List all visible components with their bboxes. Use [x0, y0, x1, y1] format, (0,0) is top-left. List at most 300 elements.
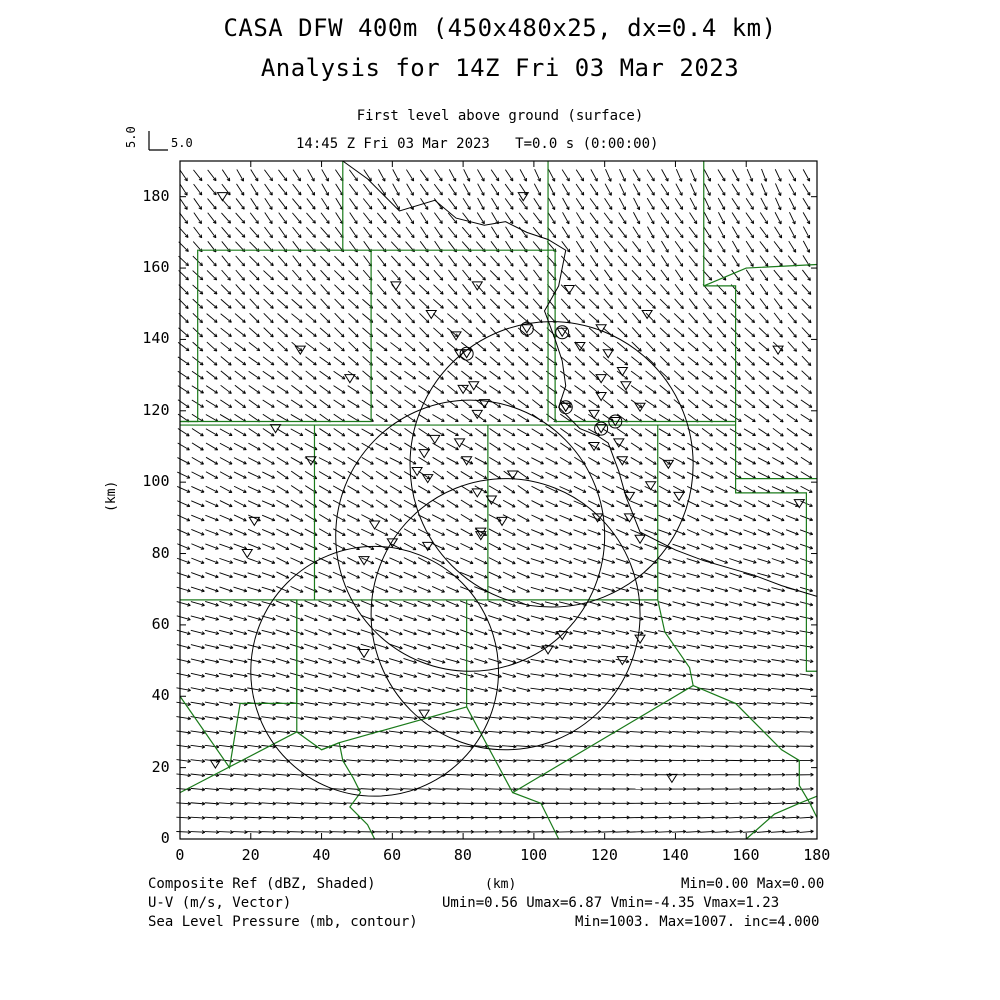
wind-vector	[304, 788, 318, 791]
wind-vector	[658, 645, 672, 648]
wind-vector	[276, 802, 290, 805]
wind-vector	[219, 702, 233, 706]
wind-vector	[220, 400, 231, 408]
wind-vector	[277, 457, 288, 464]
wind-vector	[389, 687, 403, 691]
wind-vector	[377, 357, 387, 365]
wind-vector	[729, 559, 742, 564]
wind-vector	[589, 314, 599, 323]
wind-vector	[361, 702, 375, 705]
wind-vector	[517, 544, 530, 550]
wind-vector	[700, 716, 714, 719]
wind-vector	[587, 674, 601, 677]
wind-vector	[645, 400, 656, 407]
wind-vector	[676, 184, 682, 196]
wind-vector	[432, 429, 444, 436]
wind-vector	[675, 198, 682, 209]
wind-vector	[377, 213, 386, 223]
wind-vector	[220, 587, 233, 592]
wind-vector	[545, 702, 559, 705]
wind-vector	[222, 184, 230, 195]
wind-vector	[405, 256, 414, 266]
wind-vector	[205, 587, 218, 592]
wind-vector	[375, 830, 389, 833]
wind-vector	[222, 227, 231, 237]
wind-vector	[630, 631, 643, 635]
wind-vector	[629, 816, 643, 819]
wind-vector	[544, 802, 558, 805]
wind-vector	[718, 170, 725, 182]
wind-vector	[800, 674, 813, 677]
wind-vector	[276, 687, 289, 692]
wind-vector	[177, 659, 191, 663]
wind-vector	[318, 759, 332, 762]
plot-frame	[180, 161, 817, 839]
wind-vector	[419, 285, 429, 294]
wind-vector	[463, 284, 471, 294]
wind-vector	[644, 745, 658, 748]
wind-vector	[715, 688, 728, 691]
wind-vector	[545, 773, 559, 776]
wind-vector	[334, 270, 344, 279]
wind-vector	[601, 759, 615, 762]
wind-vector	[461, 500, 472, 507]
wind-vector	[573, 816, 587, 819]
wind-vector	[759, 399, 769, 407]
wind-vector	[348, 386, 359, 394]
wind-vector	[304, 717, 318, 720]
wind-vector	[490, 357, 500, 366]
wind-vector	[616, 645, 629, 649]
wind-vector	[771, 759, 785, 762]
wind-vector	[771, 773, 785, 776]
wind-vector	[333, 515, 345, 522]
wind-vector	[290, 774, 304, 777]
wind-vector	[632, 256, 641, 266]
wind-vector	[544, 816, 558, 819]
wind-vector	[432, 659, 446, 664]
wind-vector	[335, 328, 344, 337]
wind-vector	[799, 816, 813, 819]
wind-vector	[644, 731, 658, 734]
station-marker	[249, 517, 259, 525]
wind-vector	[206, 371, 217, 379]
wind-vector	[346, 816, 360, 819]
wind-vector	[305, 601, 318, 607]
wind-vector	[618, 299, 626, 309]
wind-vector	[590, 213, 598, 224]
wind-vector	[191, 831, 205, 834]
wind-vector	[389, 673, 403, 677]
wind-vector	[403, 717, 417, 720]
wind-vector	[347, 615, 360, 620]
wind-vector	[291, 385, 302, 393]
wind-vector	[760, 241, 768, 252]
wind-vector	[587, 802, 601, 805]
wind-vector	[633, 212, 639, 224]
wind-vector	[390, 471, 402, 478]
wind-vector	[760, 213, 767, 224]
wind-vector	[377, 299, 387, 308]
wind-vector	[248, 616, 261, 620]
wind-vector	[432, 529, 445, 535]
wind-vector	[347, 658, 360, 663]
wind-vector	[674, 385, 684, 394]
wind-vector	[292, 270, 301, 280]
wind-vector	[587, 731, 601, 734]
wind-vector	[291, 515, 303, 522]
wind-vector	[530, 816, 544, 819]
wind-vector	[771, 816, 785, 819]
wind-vector	[688, 342, 698, 351]
station-marker	[543, 646, 553, 654]
station-marker	[387, 539, 397, 547]
wind-vector	[559, 717, 573, 720]
wind-vector	[530, 688, 544, 691]
wind-vector	[347, 673, 360, 678]
wind-vector	[518, 385, 528, 393]
wind-vector	[219, 774, 233, 777]
wind-vector	[433, 443, 445, 450]
wind-vector	[191, 630, 205, 634]
wind-vector	[377, 227, 386, 237]
wind-vector	[377, 385, 387, 393]
wind-vector	[644, 587, 657, 592]
wind-vector	[573, 645, 587, 649]
wind-vector	[701, 529, 713, 535]
wind-vector	[446, 630, 459, 635]
wind-vector	[447, 471, 458, 479]
wind-vector	[604, 284, 612, 294]
wind-vector	[714, 745, 728, 748]
wind-vector	[672, 787, 686, 790]
wind-vector	[475, 458, 487, 464]
wind-vector	[660, 299, 670, 308]
wind-vector	[318, 830, 332, 833]
station-marker	[345, 375, 355, 383]
wind-vector	[322, 184, 329, 196]
wind-vector	[476, 270, 485, 280]
wind-vector	[249, 385, 260, 393]
wind-vector	[392, 213, 400, 224]
wind-vector	[363, 184, 371, 195]
wind-vector	[446, 615, 459, 620]
wind-vector	[290, 816, 304, 819]
wind-vector	[631, 443, 642, 450]
wind-vector	[503, 429, 515, 436]
wind-vector	[276, 644, 290, 649]
wind-vector	[573, 631, 587, 635]
wind-vector	[661, 227, 668, 238]
wind-vector	[177, 544, 190, 550]
wind-vector	[433, 457, 444, 464]
wind-vector	[630, 587, 643, 591]
wind-vector	[476, 313, 485, 323]
wind-vector	[658, 602, 671, 606]
wind-vector	[602, 501, 614, 507]
wind-vector	[715, 674, 728, 677]
wind-vector	[659, 429, 671, 436]
wind-vector	[771, 688, 785, 691]
wind-vector	[261, 731, 275, 734]
wind-vector	[732, 255, 739, 266]
wind-vector	[518, 471, 529, 479]
wind-vector	[531, 544, 544, 549]
wind-vector	[559, 645, 572, 649]
wind-vector	[788, 270, 797, 280]
wind-vector	[588, 544, 601, 549]
wind-vector	[574, 573, 587, 578]
wind-vector	[531, 659, 545, 662]
wind-vector	[576, 184, 584, 195]
wind-vector	[616, 529, 628, 535]
wind-vector	[729, 587, 742, 592]
wind-vector	[333, 471, 345, 478]
wind-vector	[545, 501, 557, 507]
wind-vector	[446, 443, 458, 449]
wind-vector	[716, 443, 727, 450]
wind-vector	[743, 660, 757, 663]
wind-vector	[658, 559, 671, 564]
wind-vector	[391, 313, 400, 322]
wind-vector	[772, 501, 784, 507]
wind-vector	[589, 299, 599, 308]
wind-vector	[545, 717, 559, 720]
wind-vector	[502, 717, 516, 720]
wind-vector	[545, 602, 558, 606]
wind-vector	[615, 731, 629, 734]
wind-vector	[646, 371, 656, 379]
wind-vector	[644, 602, 657, 606]
wind-vector	[363, 213, 371, 224]
wind-vector	[305, 543, 318, 549]
wind-vector	[518, 485, 529, 493]
wind-vector	[350, 213, 357, 224]
wind-vector	[545, 587, 558, 591]
wind-vector	[233, 802, 247, 805]
wind-vector	[715, 616, 728, 620]
wind-vector	[644, 816, 658, 819]
wind-vector	[489, 572, 501, 578]
wind-vector	[262, 501, 275, 507]
wind-vector	[219, 816, 233, 819]
wind-vector	[745, 356, 755, 365]
wind-vector	[234, 486, 246, 492]
wind-vector	[574, 544, 587, 549]
wind-vector	[250, 213, 258, 224]
footer-field3-stats: Min=1003. Max=1007. inc=4.000	[575, 914, 820, 930]
wind-vector	[644, 530, 657, 535]
wind-vector	[305, 443, 317, 449]
wind-vector	[517, 558, 530, 564]
wind-vector	[219, 673, 233, 677]
wind-vector	[475, 500, 487, 507]
wind-vector	[502, 731, 516, 734]
wind-vector	[717, 356, 727, 365]
wind-vector	[180, 170, 188, 181]
wind-vector	[785, 787, 799, 790]
wind-vector	[361, 515, 373, 521]
wind-vector	[631, 457, 642, 464]
wind-vector	[559, 616, 573, 620]
wind-vector	[489, 558, 501, 564]
wind-vector	[433, 328, 443, 337]
wind-vector	[348, 285, 358, 294]
wind-vector	[347, 644, 360, 649]
wind-vector	[306, 299, 316, 308]
wind-vector	[506, 227, 513, 238]
wind-vector	[321, 299, 330, 309]
wind-vector	[573, 674, 586, 677]
wind-vector	[604, 213, 612, 224]
wind-vector	[745, 313, 755, 322]
wind-vector	[602, 472, 614, 478]
wind-vector	[658, 788, 672, 791]
wind-vector	[304, 659, 318, 664]
wind-vector	[347, 486, 359, 493]
wind-vector	[588, 559, 601, 564]
wind-vector	[686, 674, 700, 677]
wind-vector	[320, 313, 329, 322]
wind-vector	[304, 702, 318, 705]
wind-vector	[732, 227, 739, 238]
wind-vector	[504, 342, 513, 351]
county-boundary	[180, 600, 297, 768]
wind-vector	[576, 212, 583, 223]
wind-vector	[757, 773, 771, 776]
wind-vector	[631, 414, 642, 422]
y-tick-label: 180	[142, 186, 170, 205]
wind-vector	[587, 616, 600, 620]
wind-vector	[605, 198, 612, 209]
wind-vector	[660, 385, 670, 393]
wind-vector	[632, 313, 640, 323]
wind-vector	[789, 241, 796, 252]
wind-vector	[276, 717, 290, 720]
wind-vector	[518, 342, 528, 351]
wind-vector	[205, 616, 219, 620]
wind-vector	[433, 486, 444, 493]
wind-vector	[574, 530, 587, 535]
wind-vector	[261, 802, 275, 805]
wind-vector	[420, 170, 428, 181]
wind-vector	[191, 774, 205, 777]
wind-vector	[319, 543, 331, 549]
wind-vector	[405, 270, 415, 280]
wind-vector	[789, 184, 795, 196]
wind-vector	[616, 501, 628, 507]
wind-vector	[758, 515, 770, 521]
wind-vector	[717, 299, 726, 309]
wind-vector	[729, 631, 742, 635]
wind-vector	[279, 227, 287, 238]
wind-vector	[687, 544, 699, 549]
wind-vector	[715, 544, 727, 549]
wind-vector	[587, 816, 601, 819]
wind-vector	[321, 270, 330, 280]
wind-vector	[505, 256, 513, 267]
wind-vector	[532, 385, 542, 393]
wind-vector	[405, 342, 415, 351]
wind-vector	[615, 816, 629, 819]
wind-vector	[277, 429, 289, 436]
wind-vector	[445, 773, 459, 776]
wind-vector	[716, 414, 727, 421]
wind-vector	[718, 241, 725, 252]
wind-vector	[545, 486, 557, 492]
wind-vector	[262, 573, 275, 578]
wind-vector	[615, 830, 629, 833]
wind-vector	[700, 787, 714, 790]
wind-vector	[606, 169, 612, 181]
wind-vector	[333, 601, 346, 606]
wind-vector	[604, 227, 612, 238]
wind-vector	[346, 745, 360, 748]
wind-vector	[774, 299, 782, 309]
wind-vector	[630, 702, 644, 705]
x-axis-label: (km)	[485, 877, 517, 892]
wind-vector	[620, 184, 626, 196]
wind-vector	[361, 572, 373, 578]
wind-vector	[803, 227, 809, 239]
wind-vector	[390, 443, 402, 450]
wind-vector	[290, 543, 303, 549]
wind-vector	[208, 227, 216, 238]
wind-vector	[716, 472, 728, 478]
wind-vector	[264, 256, 274, 266]
wind-vector	[306, 385, 316, 393]
wind-vector	[206, 429, 218, 436]
wind-vector	[531, 472, 543, 478]
wind-vector	[251, 198, 258, 209]
wind-vector	[263, 457, 275, 464]
wind-vector	[305, 615, 318, 621]
wind-vector	[531, 443, 543, 449]
wind-vector	[659, 400, 670, 408]
wind-vector	[760, 313, 769, 323]
wind-vector	[704, 227, 711, 238]
wind-vector	[375, 745, 389, 748]
wind-vector	[376, 471, 387, 478]
wind-vector	[644, 702, 658, 705]
wind-vector	[234, 587, 247, 592]
wind-vector	[419, 386, 430, 394]
wind-vector	[743, 530, 756, 535]
wind-vector	[616, 616, 629, 620]
wind-vector	[788, 327, 796, 337]
wind-vector	[531, 573, 544, 578]
wind-vector	[574, 486, 586, 492]
wind-vector	[290, 529, 303, 535]
wind-vector	[446, 572, 459, 578]
wind-vector	[744, 429, 756, 436]
wind-vector	[715, 702, 729, 705]
wind-vector	[390, 486, 402, 493]
wind-vector	[332, 774, 346, 777]
wind-vector	[364, 256, 372, 267]
wind-vector	[644, 788, 658, 791]
wind-vector	[219, 716, 233, 719]
wind-vector	[278, 342, 288, 351]
wind-vector	[262, 544, 275, 550]
wind-vector	[644, 616, 657, 620]
wind-vector	[390, 458, 402, 464]
wind-vector	[616, 486, 628, 492]
wind-vector	[786, 645, 799, 648]
wind-vector	[758, 486, 770, 492]
wind-vector	[362, 443, 374, 450]
time-label: 14:45 Z Fri 03 Mar 2023 T=0.0 s (0:00:00)	[296, 136, 659, 152]
